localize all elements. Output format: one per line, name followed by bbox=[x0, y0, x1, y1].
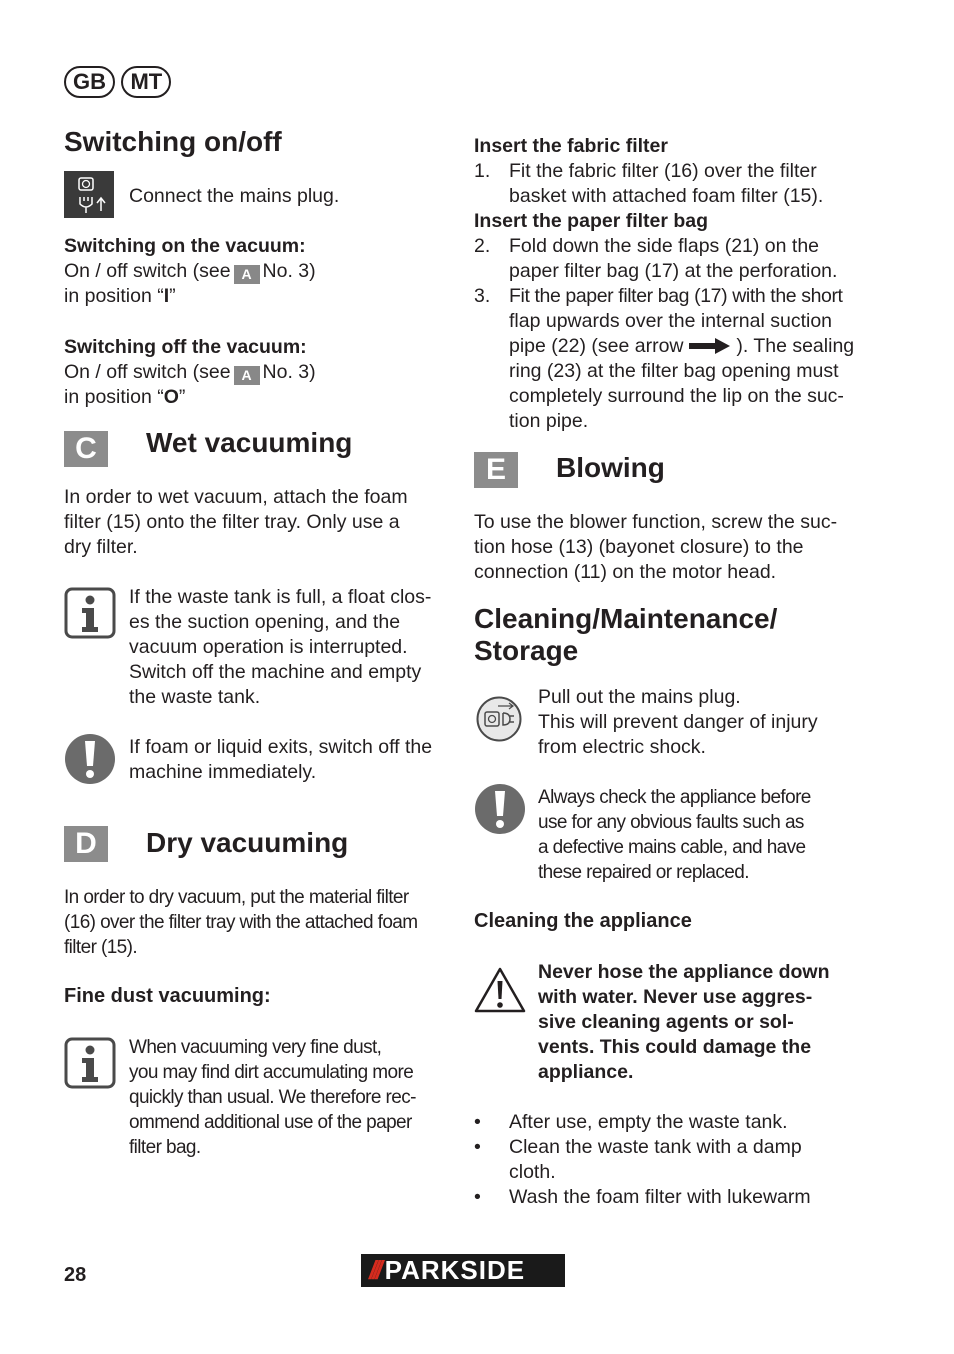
fabric-filter-title: Insert the fabric filter bbox=[474, 135, 668, 157]
language-badges bbox=[64, 66, 171, 98]
wet-vacuuming-title: Wet vacuuming bbox=[146, 427, 353, 458]
parkside-logo: /// PARKSIDE bbox=[361, 1254, 565, 1287]
check-warning-text: Always check the appliance before use for any obvious faults such as a defective mains cable, and have these repaired or replaced. bbox=[538, 787, 811, 883]
section-letter-c: C bbox=[64, 431, 108, 467]
dry-vacuuming-title: Dry vacuuming bbox=[146, 827, 349, 858]
unplug-icon bbox=[476, 696, 522, 747]
step-1: 1. Fit the fabric filter (16) over the filter basket with attached foam filter (15). bbox=[474, 160, 824, 207]
paper-filter-title: Insert the paper filter bag bbox=[474, 210, 709, 232]
arrow-right-icon bbox=[689, 337, 731, 355]
brand-name: PARKSIDE bbox=[384, 1255, 526, 1285]
caution-triangle-icon bbox=[474, 966, 526, 1019]
blowing-text: To use the blower function, screw the suc- tion hose (13) (bayonet closure) to the connection (11) on the motor head. bbox=[474, 511, 838, 583]
caution-text: Never hose the appliance down with water. Never use aggres- sive cleaning agents or sol- vents. This could damage the appliance. bbox=[538, 961, 830, 1083]
switching-on-block bbox=[64, 234, 444, 309]
switching-on-title: Switching on the vacuum: bbox=[64, 235, 306, 257]
fig-a-badge: A bbox=[234, 366, 260, 385]
wet-vacuuming-text: In order to wet vacuum, attach the foam filter (15) onto the filter tray. Only use a dry filter. bbox=[64, 486, 408, 558]
cleaning-bullet-list bbox=[474, 1110, 874, 1210]
switching-off-block bbox=[64, 335, 444, 410]
filter-instructions bbox=[474, 134, 874, 434]
list-item: • Wash the foam filter with lukewarm bbox=[474, 1186, 811, 1208]
lang-badge-gb: GB bbox=[64, 66, 115, 98]
page-number: 28 bbox=[64, 1264, 87, 1286]
switching-off-line2: in position “O” bbox=[64, 386, 186, 408]
info-icon bbox=[64, 587, 116, 644]
switching-off-title: Switching off the vacuum: bbox=[64, 336, 307, 358]
lang-badge-mt: MT bbox=[121, 66, 171, 98]
step-2: 2. Fold down the side flaps (21) on the paper filter bag (17) at the perforation. bbox=[474, 235, 838, 282]
section-letter-e: E bbox=[474, 452, 518, 488]
unplug-text: Pull out the mains plug. This will prevent danger of injury from electric shock. bbox=[538, 686, 818, 758]
blowing-title: Blowing bbox=[556, 452, 665, 483]
info-icon bbox=[64, 1037, 116, 1094]
switching-on-line2: in position “I” bbox=[64, 285, 176, 307]
switching-off-line1: On / off switch (see A No. 3) bbox=[64, 361, 316, 383]
fine-dust-title: Fine dust vacuuming: bbox=[64, 985, 271, 1007]
dry-info-text: When vacuuming very fine dust, you may find dirt accumulating more quickly than usual. We therefore rec- ommend additional use of the paper filter bag. bbox=[129, 1037, 416, 1158]
switching-title: Switching on/off bbox=[64, 126, 282, 157]
plug-connect-text: Connect the mains plug. bbox=[129, 185, 340, 207]
warning-exclamation-icon bbox=[474, 783, 526, 840]
wet-warning-text: If foam or liquid exits, switch off the machine immediately. bbox=[129, 736, 433, 783]
dry-vacuuming-text: In order to dry vacuum, put the material filter (16) over the filter tray with the attached foam filter (15). bbox=[64, 887, 418, 958]
wet-info-text: If the waste tank is full, a float clos- es the suction opening, and the vacuum operation is interrupted. Switch off the machine and empty the waste tank. bbox=[129, 586, 432, 708]
switching-on-line1: On / off switch (see A No. 3) bbox=[64, 260, 316, 282]
list-item: • After use, empty the waste tank. bbox=[474, 1111, 788, 1133]
section-letter-d: D bbox=[64, 826, 108, 862]
step-3: 3. Fit the paper filter bag (17) with the short flap upwards over the internal suction pipe (22) (see arrow ). The sealing ring (23) at the filter bag opening must completely surround the lip on the suc- tion pipe. bbox=[474, 285, 855, 432]
warning-exclamation-icon bbox=[64, 733, 116, 790]
list-item: • Clean the waste tank with a damp cloth. bbox=[474, 1136, 802, 1183]
cleaning-title: Cleaning/Maintenance/ Storage bbox=[474, 603, 778, 666]
fig-a-badge: A bbox=[234, 265, 260, 284]
cleaning-appliance-title: Cleaning the appliance bbox=[474, 910, 692, 932]
plug-connect-icon bbox=[64, 171, 114, 218]
